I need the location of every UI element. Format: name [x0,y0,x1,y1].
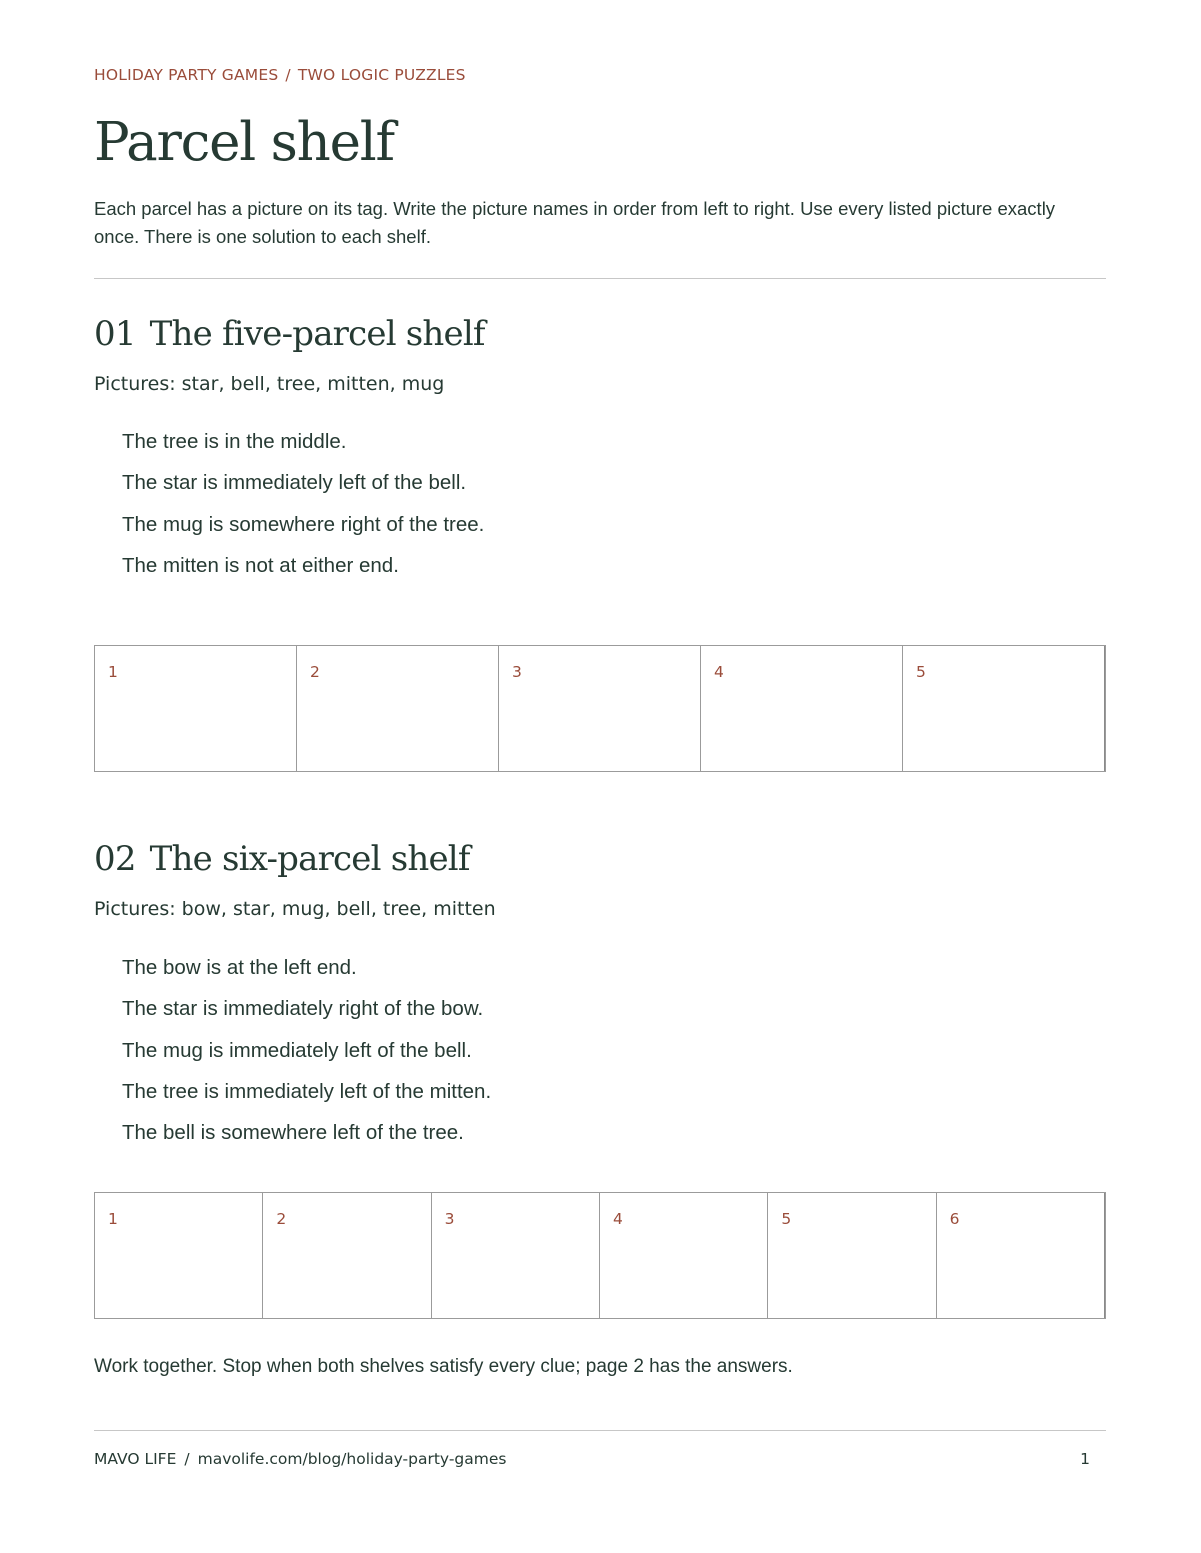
footer-url[interactable]: mavolife.com/blog/holiday-party-games [197,1450,507,1468]
clue-item: The tree is in the middle. [122,430,347,453]
answer-slot[interactable] [263,1193,431,1318]
answer-slot[interactable] [600,1193,768,1318]
puzzle-2-title: The six-parcel shelf [149,839,470,879]
breadcrumb-current: TWO LOGIC PUZZLES [297,66,466,84]
puzzle-1-answer-grid [94,645,1106,772]
clue-item: The mug is somewhere right of the tree. [122,512,485,536]
answer-slot[interactable] [768,1193,936,1318]
breadcrumb [94,66,466,84]
page-number: 1 [1080,1450,1090,1468]
slot-number: 3 [512,663,522,681]
pictures-label: Pictures: [94,373,176,395]
breadcrumb-separator: / [285,66,291,84]
slot-number: 3 [444,1210,455,1228]
worksheet-page [94,0,1106,1553]
clue-item: The star is immediately right of the bow. [122,997,484,1021]
intro-text: Each parcel has a picture on its tag. Write the picture names in order from left to right. Use every listed picture exactly once. There is one solution to each shelf. [94,198,1056,247]
puzzle-1-number: 01 [94,314,136,354]
footer-source [94,1450,506,1468]
clue-item: The tree is immediately left of the mitten. [122,1079,492,1103]
puzzle-1-heading [94,312,485,356]
pictures-label: Pictures: [94,898,176,920]
slot-number: 2 [310,663,320,681]
answer-slot[interactable] [95,646,297,771]
header-divider [94,278,1106,279]
puzzle-2-clues [122,955,491,1161]
clue-item: The bell is somewhere left of the tree. [122,1121,464,1145]
clue-item: The star is immediately left of the bell. [122,471,467,495]
puzzle-2-heading [94,837,470,881]
puzzle-2-pictures [94,896,496,922]
puzzle-2-number: 02 [94,839,136,879]
page-title: Parcel shelf [94,112,394,173]
pictures-list: bow, star, mug, bell, tree, mitten [181,898,496,920]
slot-number: 4 [714,663,724,681]
puzzle-1-clues [122,429,484,594]
footer-brand: MAVO LIFE [94,1450,177,1468]
answer-slot[interactable] [937,1193,1105,1318]
puzzle-1-title: The five-parcel shelf [149,314,485,354]
answer-slot[interactable] [95,1193,263,1318]
slot-number: 6 [949,1210,960,1228]
slot-number: 4 [612,1210,623,1228]
answer-slot[interactable] [297,646,499,771]
slot-number: 5 [916,663,926,681]
answer-slot[interactable] [499,646,701,771]
answer-slot[interactable] [432,1193,600,1318]
puzzle-1-pictures [94,371,444,397]
slot-number: 1 [108,1210,118,1228]
footer-separator: / [184,1450,190,1468]
clue-item: The mug is immediately left of the bell. [122,1038,472,1062]
slot-number: 5 [781,1210,792,1228]
clue-item: The mitten is not at either end. [122,553,399,577]
pictures-list: star, bell, tree, mitten, mug [181,373,445,395]
answer-slot[interactable] [701,646,903,771]
instructions-note: Work together. Stop when both shelves satisfy every clue; page 2 has the answers. [94,1356,793,1377]
slot-number: 2 [276,1210,287,1228]
answer-slot[interactable] [903,646,1105,771]
slot-number: 1 [108,663,118,681]
footer-divider [94,1430,1106,1431]
clue-item: The bow is at the left end. [122,956,357,979]
breadcrumb-section[interactable]: HOLIDAY PARTY GAMES [94,66,279,84]
puzzle-2-answer-grid [94,1192,1106,1319]
